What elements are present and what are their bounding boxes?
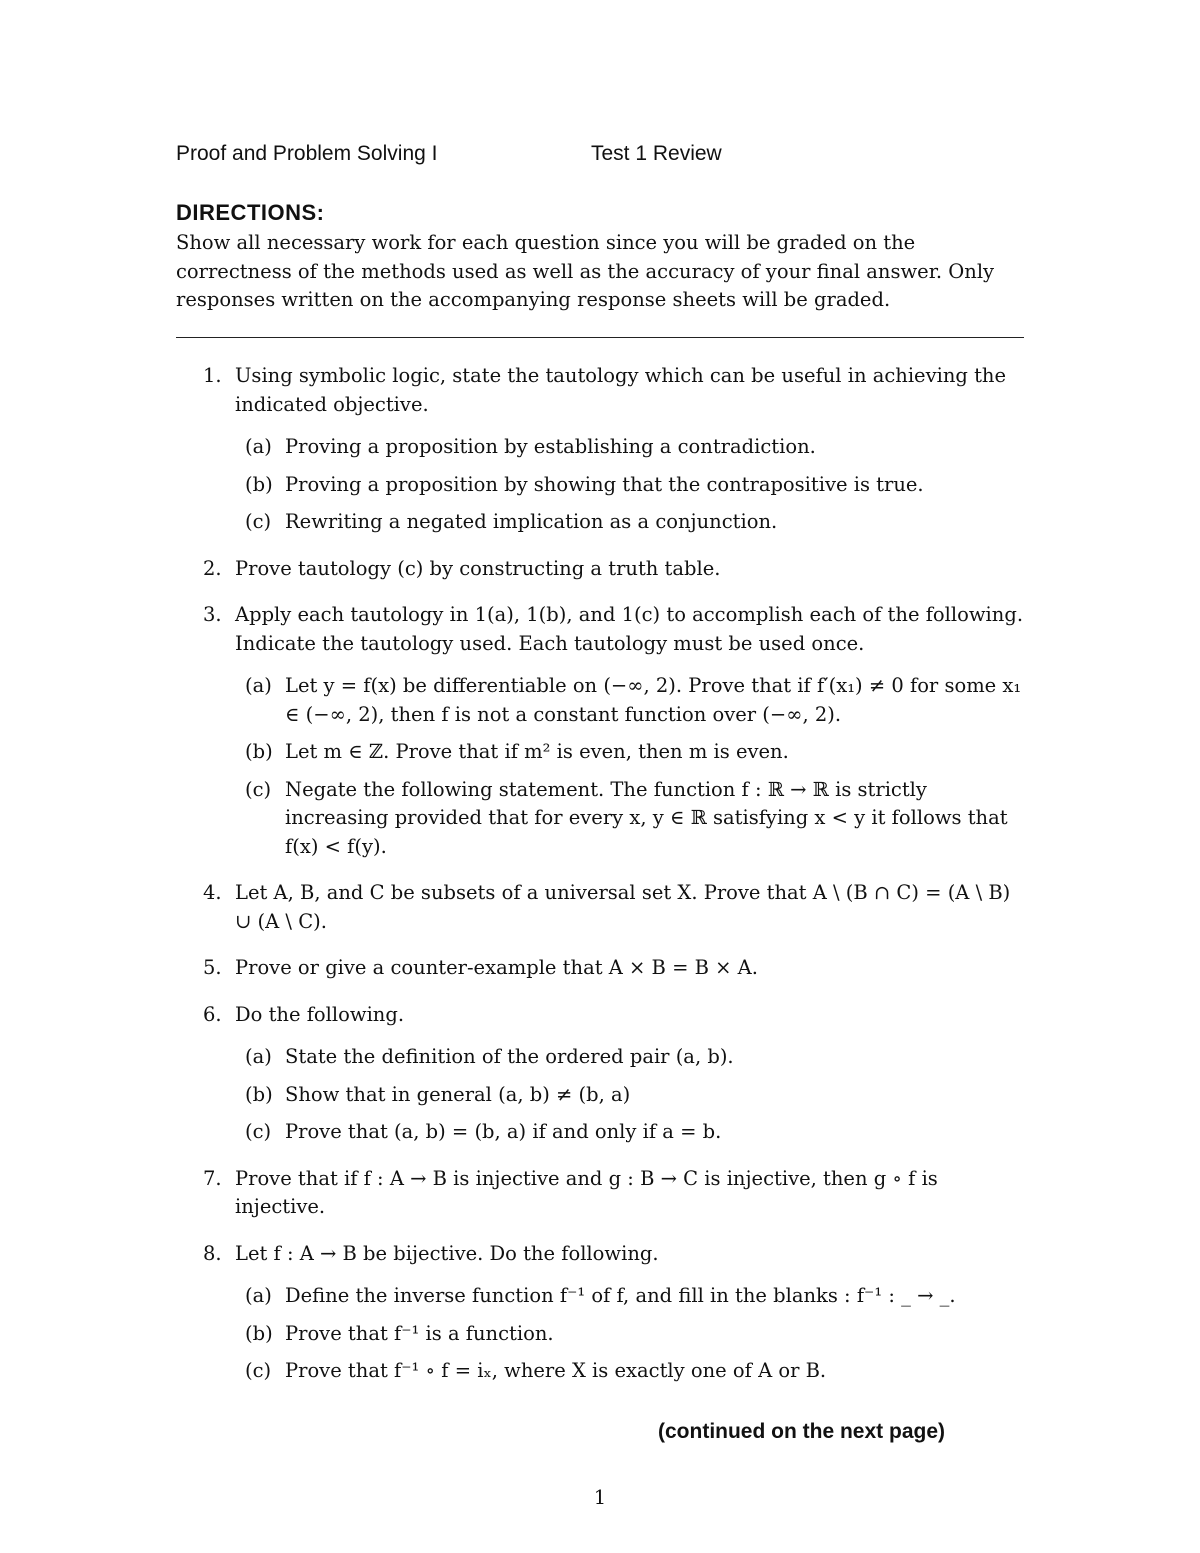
sub-question-label: (b) [245,1082,273,1106]
question-text: Let f : A → B be bijective. Do the following. [235,1241,659,1265]
question-text: Let A, B, and C be subsets of a universal set X. Prove that A \ (B ∩ C) = (A \ B) ∪ (A \ C). [235,881,1011,933]
sub-question-label: (c) [245,1359,272,1382]
page-number: 1 [593,1486,607,1509]
sub-question [235,1357,1024,1386]
test-title: Test 1 Review [591,142,722,165]
question-number: 7. [203,1166,222,1190]
sub-question-label: (c) [245,777,272,801]
sub-question-list [235,672,1024,861]
sub-question-label: (a) [245,1045,272,1068]
sub-question-label: (c) [245,1120,272,1143]
directions-heading: DIRECTIONS: [176,200,325,225]
sub-question-label: (b) [245,472,273,496]
sub-question [235,508,1024,537]
document-page [176,0,1024,1553]
sub-question-text: Negate the following statement. The function f : ℝ → ℝ is strictly increasing provided that for every x, y ∈ ℝ satisfying x < y it follows that f(x) < f(y). [285,777,1008,858]
sub-question [235,471,1024,500]
sub-question-text: Show that in general (a, b) ≠ (b, a) [285,1082,631,1106]
question-3 [176,601,1024,861]
question-text: Prove that if f : A → B is injective and g : B → C is injective, then g ∘ f is injective. [235,1166,938,1218]
sub-question-label: (c) [245,510,272,533]
sub-question-label: (b) [245,1321,273,1345]
sub-question-label: (b) [245,740,273,763]
question-1 [176,362,1024,537]
page-header [176,142,1024,174]
question-text: Apply each tautology in 1(a), 1(b), and 1(c) to accomplish each of the following. Indicate the tautology used. Each tautology must be used once. [235,603,1024,655]
sub-question [235,738,1024,767]
sub-question [235,1043,1024,1072]
question-4 [176,879,1024,936]
sub-question-text: Prove that f⁻¹ is a function. [285,1321,554,1345]
sub-question-text: Rewriting a negated implication as a conjunction. [285,510,778,533]
question-number: 1. [203,364,222,387]
sub-question-text: Prove that (a, b) = (b, a) if and only if a = b. [285,1120,722,1143]
question-text: Prove tautology (c) by constructing a truth table. [235,556,721,580]
sub-question-list [235,1282,1024,1386]
question-text: Using symbolic logic, state the tautology which can be useful in achieving the indicated objective. [235,364,1007,416]
question-number: 3. [203,603,222,626]
question-number: 4. [203,881,222,904]
horizontal-rule [176,337,1024,338]
sub-question [235,433,1024,462]
sub-question-label: (a) [245,1284,272,1307]
question-text: Do the following. [235,1002,405,1026]
sub-question-list [235,1043,1024,1147]
question-2 [176,555,1024,584]
question-number: 8. [203,1241,222,1265]
sub-question-text: Proving a proposition by showing that the contrapositive is true. [285,472,924,496]
question-5 [176,954,1024,983]
sub-question [235,1118,1024,1147]
sub-question [235,1320,1024,1349]
course-title: Proof and Problem Solving I [176,142,438,165]
sub-question [235,776,1024,862]
question-list [176,362,1024,1404]
question-number: 5. [203,956,222,979]
sub-question [235,1282,1024,1311]
sub-question-text: Let y = f(x) be differentiable on (−∞, 2). Prove that if f′(x₁) ≠ 0 for some x₁ ∈ (−∞, 2), then f is not a constant function over (−∞, 2). [285,674,1022,726]
sub-question [235,672,1024,729]
sub-question-list [235,433,1024,537]
sub-question-text: Define the inverse function f⁻¹ of f, and fill in the blanks : f⁻¹ : _ → _. [285,1284,956,1307]
sub-question [235,1081,1024,1110]
sub-question-text: Prove that f⁻¹ ∘ f = iₓ, where X is exactly one of A or B. [285,1359,827,1382]
sub-question-label: (a) [245,435,272,458]
question-7 [176,1165,1024,1222]
question-6 [176,1001,1024,1147]
question-text: Prove or give a counter-example that A × B = B × A. [235,956,758,979]
sub-question-text: State the definition of the ordered pair (a, b). [285,1045,734,1068]
sub-question-text: Proving a proposition by establishing a contradiction. [285,435,816,458]
continued-note: (continued on the next page) [658,1420,945,1443]
question-8 [176,1240,1024,1386]
sub-question-text: Let m ∈ ℤ. Prove that if m² is even, then m is even. [285,740,789,763]
sub-question-label: (a) [245,674,272,697]
question-number: 6. [203,1002,222,1026]
directions-text: Show all necessary work for each question since you will be graded on the correctness of the methods used as well as the accuracy of your final answer. Only responses written on the accompanying response sheets will be graded. [176,231,995,311]
question-number: 2. [203,556,222,580]
